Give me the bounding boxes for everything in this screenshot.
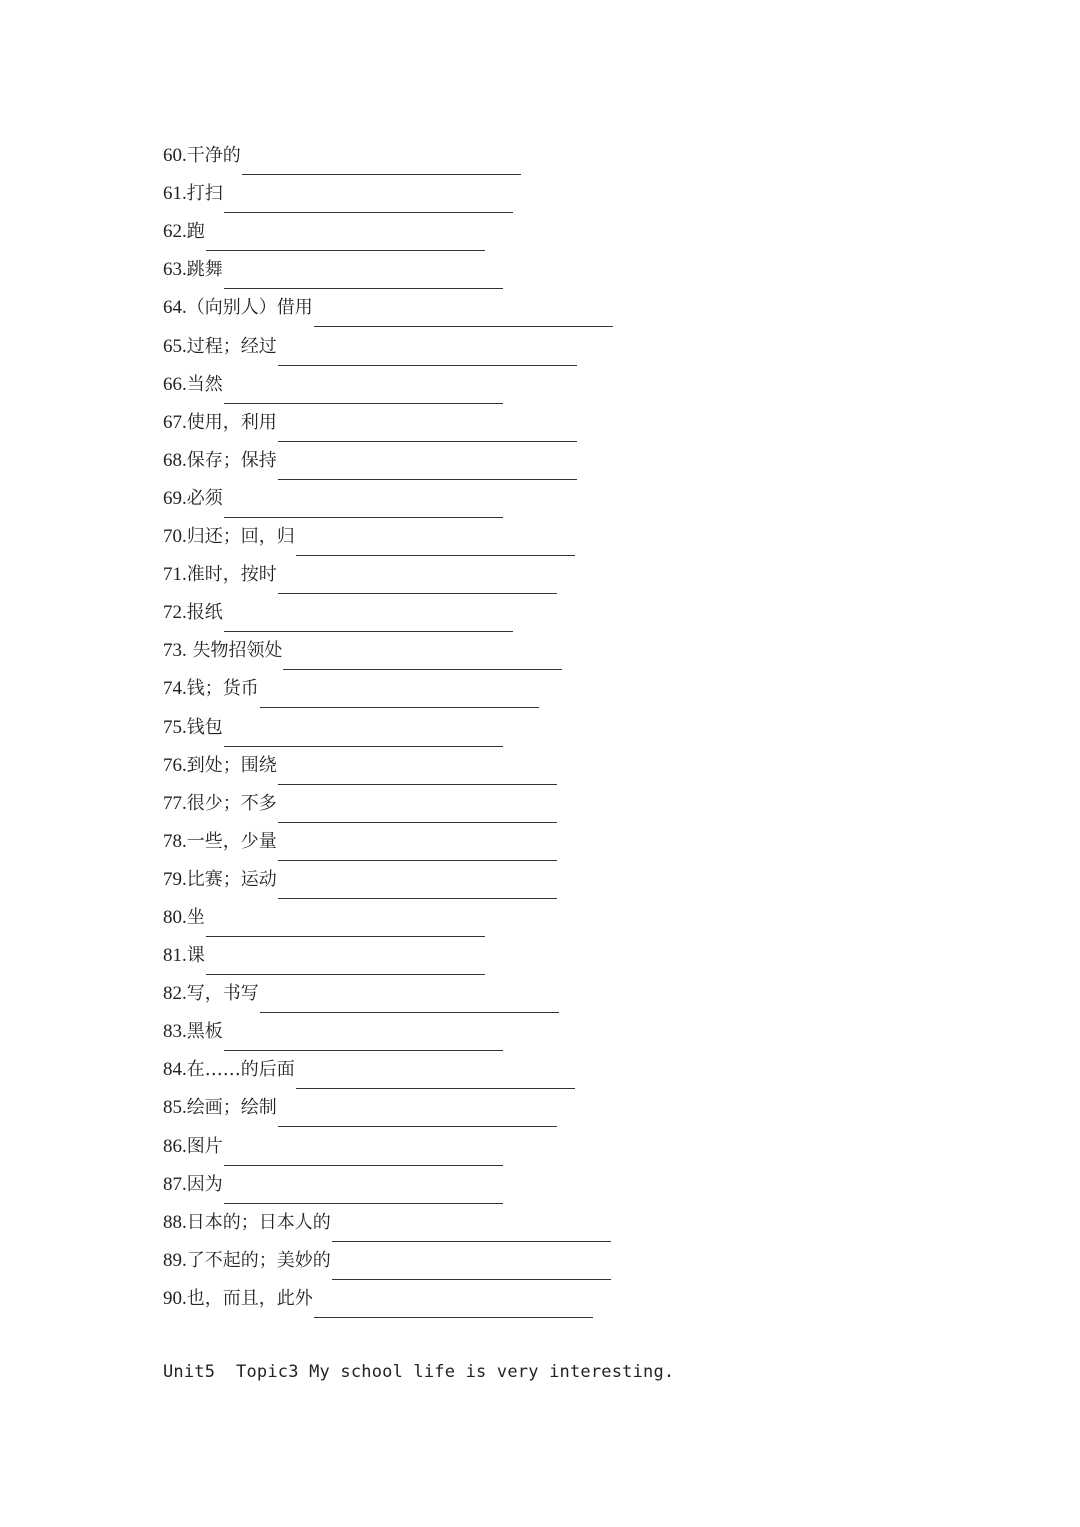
item-number: 75. <box>163 716 187 738</box>
answer-blank[interactable] <box>206 222 485 251</box>
vocab-item <box>163 594 863 632</box>
item-number: 87. <box>163 1173 187 1195</box>
item-term: 在……的后面 <box>186 1059 295 1081</box>
answer-blank[interactable] <box>260 679 539 708</box>
answer-blank[interactable] <box>332 1251 611 1280</box>
item-number: 65. <box>163 335 187 357</box>
item-number: 76. <box>163 754 187 776</box>
item-term: 日本的；日本人的 <box>186 1211 331 1233</box>
item-term: 必须 <box>186 487 223 509</box>
answer-blank[interactable] <box>278 337 577 366</box>
item-number: 88. <box>163 1211 187 1233</box>
answer-blank[interactable] <box>278 413 577 442</box>
vocab-item <box>163 899 863 937</box>
item-term: 比赛；运动 <box>186 868 277 890</box>
answer-blank[interactable] <box>206 908 485 937</box>
vocab-item <box>163 404 863 442</box>
item-term: 准时，按时 <box>186 564 277 586</box>
item-number: 72. <box>163 602 187 624</box>
item-number: 85. <box>163 1097 187 1119</box>
answer-blank[interactable] <box>224 375 503 404</box>
answer-blank[interactable] <box>242 146 521 175</box>
item-term: 跑 <box>186 221 205 243</box>
vocab-item <box>163 175 863 213</box>
vocab-item <box>163 975 863 1013</box>
item-number: 74. <box>163 678 187 700</box>
item-term: 了不起的；美妙的 <box>186 1249 331 1271</box>
vocab-item <box>163 518 863 556</box>
vocab-item <box>163 1089 863 1127</box>
answer-blank[interactable] <box>283 641 562 670</box>
answer-blank[interactable] <box>278 1098 557 1127</box>
item-term: 使用，利用 <box>186 411 277 433</box>
item-term: 黑板 <box>186 1021 223 1043</box>
vocab-item <box>163 1127 863 1165</box>
item-number: 80. <box>163 906 187 928</box>
answer-blank[interactable] <box>224 1175 503 1204</box>
item-number: 64. <box>163 297 187 319</box>
answer-blank[interactable] <box>224 489 503 518</box>
vocab-item <box>163 1204 863 1242</box>
answer-blank[interactable] <box>296 1060 575 1089</box>
vocab-item <box>163 442 863 480</box>
answer-blank[interactable] <box>224 184 513 213</box>
answer-blank[interactable] <box>206 946 485 975</box>
vocabulary-list <box>163 137 863 1318</box>
vocab-item <box>163 1013 863 1051</box>
item-number: 66. <box>163 373 187 395</box>
item-term: 绘画；绘制 <box>186 1097 277 1119</box>
item-number: 63. <box>163 259 187 281</box>
unit-topic-heading: Unit5 Topic3 My school life is very interesting. <box>163 1362 675 1382</box>
vocab-item <box>163 137 863 175</box>
item-term: 也，而且，此外 <box>186 1287 313 1309</box>
item-term: 过程；经过 <box>186 335 277 357</box>
item-number: 67. <box>163 411 187 433</box>
item-term: 跳舞 <box>186 259 223 281</box>
vocab-item <box>163 251 863 289</box>
item-term: 保存；保持 <box>186 449 277 471</box>
item-number: 61. <box>163 183 187 205</box>
item-term: 因为 <box>186 1173 223 1195</box>
vocab-item <box>163 785 863 823</box>
vocab-item <box>163 1280 863 1318</box>
item-term: 钱包 <box>186 716 223 738</box>
item-number: 83. <box>163 1021 187 1043</box>
answer-blank[interactable] <box>224 1022 503 1051</box>
vocab-item <box>163 670 863 708</box>
vocab-item <box>163 480 863 518</box>
answer-blank[interactable] <box>296 527 575 556</box>
item-number: 60. <box>163 145 187 167</box>
item-number: 62. <box>163 221 187 243</box>
answer-blank[interactable] <box>224 603 513 632</box>
item-number: 71. <box>163 564 187 586</box>
answer-blank[interactable] <box>278 451 577 480</box>
item-number: 68. <box>163 449 187 471</box>
vocab-item <box>163 213 863 251</box>
answer-blank[interactable] <box>278 832 557 861</box>
item-number: 79. <box>163 868 187 890</box>
answer-blank[interactable] <box>314 1289 593 1318</box>
item-number: 69. <box>163 487 187 509</box>
answer-blank[interactable] <box>224 1137 503 1166</box>
item-number: 77. <box>163 792 187 814</box>
item-number: 82. <box>163 983 187 1005</box>
item-term: 写，书写 <box>186 983 259 1005</box>
vocab-item <box>163 632 863 670</box>
item-term: 坐 <box>186 906 205 928</box>
answer-blank[interactable] <box>224 260 503 289</box>
item-number: 86. <box>163 1135 187 1157</box>
vocab-item <box>163 708 863 746</box>
vocab-item <box>163 861 863 899</box>
vocab-item <box>163 1166 863 1204</box>
item-term: 干净的 <box>186 145 241 167</box>
item-number: 89. <box>163 1249 187 1271</box>
vocab-item <box>163 1051 863 1089</box>
item-term: （向别人）借用 <box>186 297 313 319</box>
item-term: 一些，少量 <box>186 830 277 852</box>
vocab-item <box>163 327 863 365</box>
item-number: 78. <box>163 830 187 852</box>
item-term: 报纸 <box>186 602 223 624</box>
vocab-item <box>163 366 863 404</box>
answer-blank[interactable] <box>278 756 557 785</box>
item-term: 归还；回，归 <box>186 526 295 548</box>
answer-blank[interactable] <box>278 794 557 823</box>
item-number: 70. <box>163 526 187 548</box>
item-term: 打扫 <box>186 183 223 205</box>
item-term: 图片 <box>186 1135 223 1157</box>
item-number: 84. <box>163 1059 187 1081</box>
answer-blank[interactable] <box>314 298 613 327</box>
item-number: 73. <box>163 640 187 662</box>
vocab-item <box>163 747 863 785</box>
vocab-item <box>163 1242 863 1280</box>
answer-blank[interactable] <box>278 565 557 594</box>
vocab-item <box>163 937 863 975</box>
vocab-item <box>163 556 863 594</box>
answer-blank[interactable] <box>278 870 557 899</box>
item-term: 钱；货币 <box>186 678 259 700</box>
answer-blank[interactable] <box>332 1213 611 1242</box>
answer-blank[interactable] <box>224 718 503 747</box>
item-term: 当然 <box>186 373 223 395</box>
answer-blank[interactable] <box>260 984 559 1013</box>
item-term: 很少；不多 <box>186 792 277 814</box>
item-term: 到处；围绕 <box>186 754 277 776</box>
item-number: 90. <box>163 1287 187 1309</box>
item-term: 课 <box>186 945 205 967</box>
item-number: 81. <box>163 945 187 967</box>
item-term: 失物招领处 <box>186 640 283 662</box>
vocab-item <box>163 289 863 327</box>
vocab-item <box>163 823 863 861</box>
